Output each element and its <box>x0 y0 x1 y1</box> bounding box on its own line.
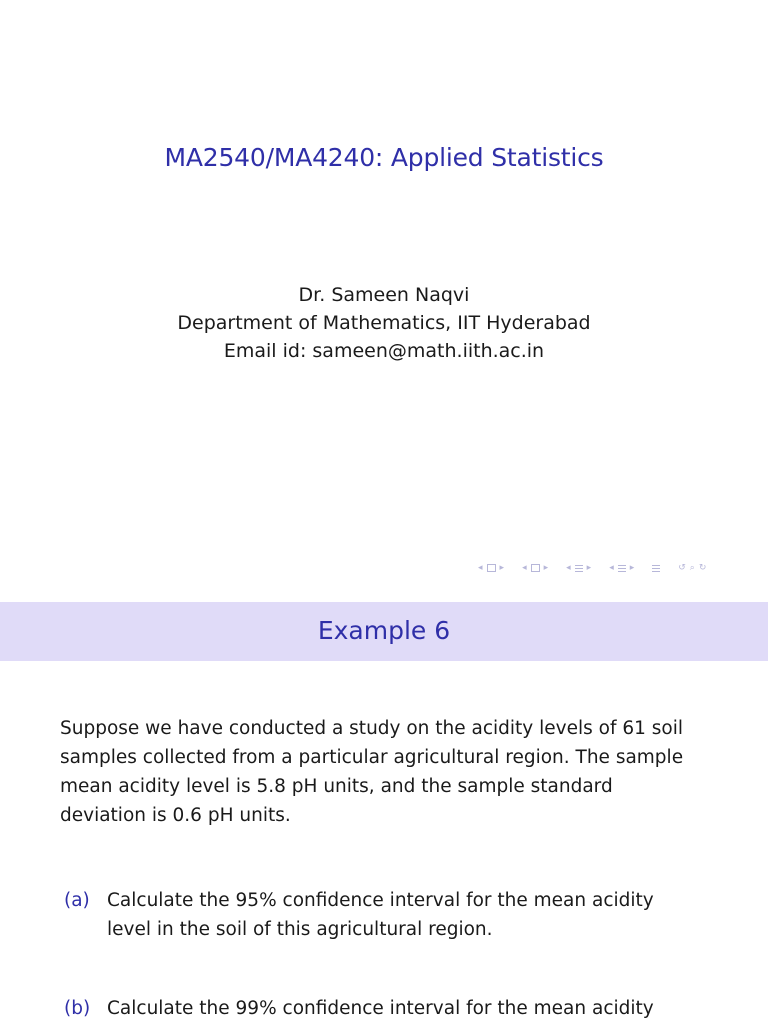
item-line: level in the soil of this agricultural region. <box>107 919 493 940</box>
item-line: Calculate the 95% confidence interval for the mean acidity <box>107 890 654 911</box>
document-icon[interactable] <box>618 565 626 572</box>
nav-appendix-group[interactable] <box>650 565 662 572</box>
beamer-navigation <box>476 561 722 575</box>
arrow-right-icon[interactable]: ▸ <box>543 563 549 573</box>
paragraph-line: samples collected from a particular agricultural region. The sample <box>60 747 684 768</box>
author-email: Email id: sameen@math.iith.ac.in <box>223 340 545 362</box>
problem-statement <box>60 714 720 830</box>
item-marker: (a) <box>64 890 90 911</box>
example-slide <box>0 602 768 1024</box>
search-icon[interactable]: ⌕ <box>689 563 695 573</box>
appendix-icon[interactable] <box>652 565 660 572</box>
item-text <box>107 886 654 944</box>
item-marker: (b) <box>64 998 91 1019</box>
subsection-icon[interactable] <box>531 564 540 572</box>
search-forward-icon[interactable]: ↻ <box>698 563 707 573</box>
nav-frame-group[interactable] <box>476 563 506 573</box>
item-line: Calculate the 99% confidence interval for the mean acidity <box>107 998 654 1019</box>
author-name: Dr. Sameen Naqvi <box>298 284 470 306</box>
section-icon[interactable] <box>575 565 583 572</box>
arrow-left-icon[interactable]: ◂ <box>566 563 571 573</box>
frame-icon[interactable] <box>487 564 496 572</box>
item-text <box>107 994 654 1023</box>
arrow-left-icon[interactable]: ◂ <box>522 563 527 573</box>
paragraph-line: deviation is 0.6 pH units. <box>60 805 291 826</box>
nav-search-group[interactable] <box>676 563 708 573</box>
arrow-right-icon[interactable]: ▸ <box>586 563 592 573</box>
slide-title: MA2540/MA4240: Applied Statistics <box>164 143 604 172</box>
paragraph-line: Suppose we have conducted a study on the acidity levels of 61 soil <box>60 718 684 739</box>
author-department: Department of Mathematics, IIT Hyderabad <box>177 312 591 334</box>
arrow-left-icon[interactable]: ◂ <box>478 563 483 573</box>
nav-document-group[interactable] <box>607 563 636 573</box>
search-back-icon[interactable]: ↺ <box>678 563 686 573</box>
arrow-right-icon[interactable]: ▸ <box>499 563 505 573</box>
author-block <box>0 281 768 365</box>
arrow-left-icon[interactable]: ◂ <box>609 563 614 573</box>
paragraph-line: mean acidity level is 5.8 pH units, and the sample standard <box>60 776 613 797</box>
nav-section-group[interactable] <box>564 563 593 573</box>
arrow-right-icon[interactable]: ▸ <box>629 563 635 573</box>
frame-title: Example 6 <box>317 616 451 645</box>
nav-subsection-group[interactable] <box>520 563 550 573</box>
